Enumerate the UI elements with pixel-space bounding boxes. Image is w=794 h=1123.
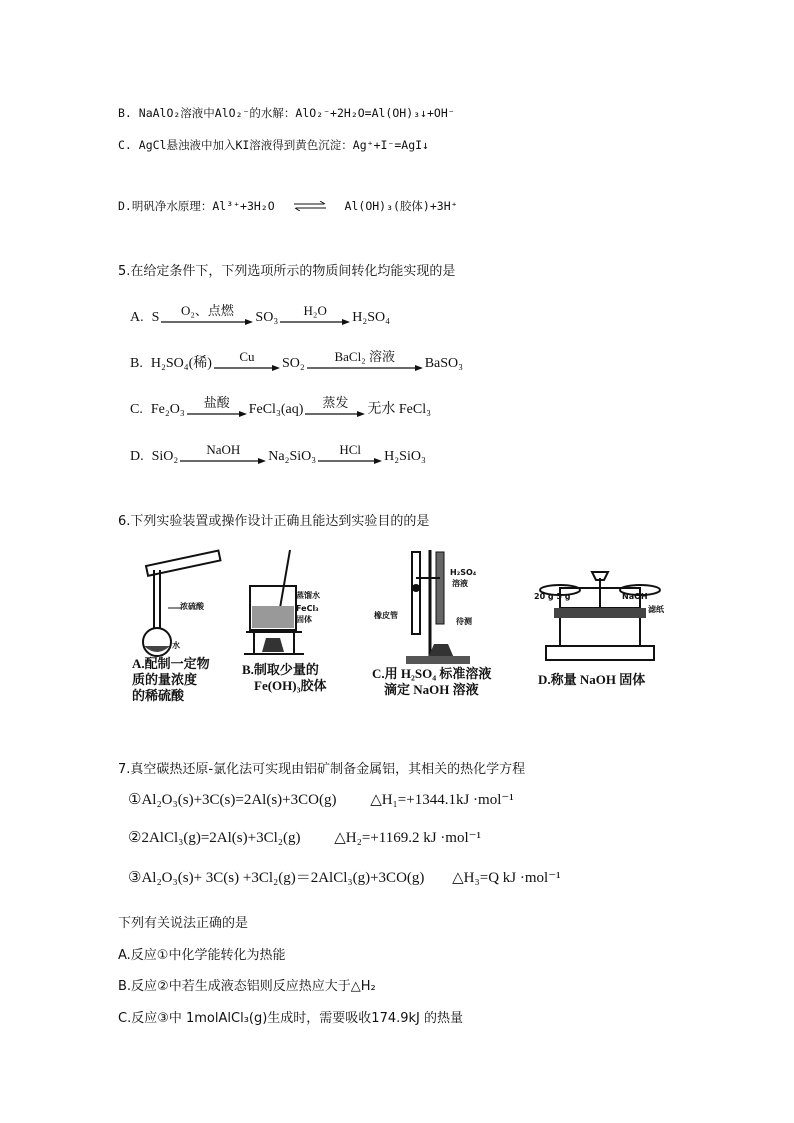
species: BaSO₃ — [424, 356, 464, 371]
caption-line: B.制取少量的 — [242, 662, 319, 677]
reaction-arrow — [214, 350, 280, 372]
caption-line: 滴定 NaOH 溶液 — [384, 682, 479, 697]
q5-option-c — [130, 396, 431, 418]
figure-a-volumetric-flask — [128, 548, 238, 708]
q4-option-d — [118, 198, 458, 214]
figure-c-tag-sample: 待测 — [456, 617, 472, 626]
option-label: A. — [130, 310, 144, 325]
arrow-condition: Cu — [239, 349, 255, 364]
species: S — [151, 310, 160, 325]
equation-3 — [128, 866, 561, 887]
equation-3-text: ③Al₂O₃(s)+ 3C(s) +3Cl₂(g)＝2AlCl₃(g)+3CO(g) — [128, 870, 425, 886]
q4-option-d-right: Al(OH)₃(胶体)+3H⁺ — [344, 199, 458, 213]
figure-a-caption — [132, 656, 210, 704]
option-label: C. — [130, 402, 143, 417]
species: H₂SO₄ — [352, 310, 390, 325]
reaction-arrow — [180, 443, 266, 465]
arrow-condition: HCl — [339, 442, 361, 457]
species: SO₃ — [255, 310, 279, 325]
beaker-burner-icon — [240, 548, 350, 658]
figure-b-tag-fecl3: FeCl₃ — [296, 604, 319, 613]
q7-stem: 7.真空碳热还原-氯化法可实现由铝矿制备金属铝，其相关的热化学方程 — [118, 762, 526, 777]
species: H₂SO₄(稀) — [150, 356, 212, 371]
species: SO₂ — [281, 356, 305, 371]
equation-1-text: ①Al₂O₃(s)+3C(s)=2Al(s)+3CO(g) — [128, 792, 337, 808]
reaction-arrow — [305, 396, 365, 418]
arrow-condition: 盐酸 — [203, 395, 230, 410]
figure-c-tag-solution: 溶液 — [452, 579, 468, 588]
q4-option-d-left: D.明矾净水原理：Al³⁺+3H₂O — [118, 199, 275, 213]
arrow-condition: O₂、点燃 — [180, 303, 234, 318]
arrow-condition: BaCl₂ 溶液 — [334, 349, 395, 364]
arrow-condition: H₂O — [303, 303, 327, 318]
figure-b-tag-water: 蒸馏水 — [296, 591, 320, 600]
q7-prompt: 下列有关说法正确的是 — [118, 916, 249, 931]
figure-d-caption: D.称量 NaOH 固体 — [538, 672, 646, 687]
figure-c-caption — [372, 666, 491, 698]
q4-option-c: C. AgCl悬浊液中加入KI溶液得到黄色沉淀：Ag⁺+I⁻=AgI↓ — [118, 138, 429, 152]
enthalpy-1: △H₁=+1344.1kJ ·mol⁻¹ — [370, 792, 514, 808]
arrow-condition: 蒸发 — [322, 395, 349, 410]
enthalpy-3: △H₃=Q kJ ·mol⁻¹ — [452, 870, 561, 886]
caption-line: A.配制一定物 — [132, 656, 210, 671]
reaction-arrow — [318, 443, 382, 465]
q5-option-b — [130, 350, 463, 372]
species: Na₂SiO₃ — [268, 449, 317, 464]
equilibrium-arrow-icon — [292, 200, 328, 214]
figure-d-balance — [530, 548, 670, 698]
caption-line: Fe(OH)₃胶体 — [254, 678, 327, 693]
figure-d-tag-filter-paper: 滤纸 — [648, 605, 664, 614]
reaction-arrow — [161, 304, 253, 326]
equation-2 — [128, 828, 481, 847]
reaction-arrow — [187, 396, 247, 418]
q7-option-b: B.反应②中若生成液态铝则反应热应大于△H₂ — [118, 979, 376, 994]
arrow-condition: NaOH — [206, 442, 241, 457]
figure-c-titration — [372, 548, 502, 718]
equation-1 — [128, 790, 514, 809]
q5-option-a — [130, 304, 390, 326]
species: FeCl₃(aq) — [248, 402, 304, 417]
caption-line: 的稀硫酸 — [132, 688, 185, 703]
q4-option-b: B. NaAlO₂溶液中AlO₂⁻的水解：AlO₂⁻+2H₂O=Al(OH)₃↓+OH⁻ — [118, 106, 455, 120]
q5-stem: 5.在给定条件下，下列选项所示的物质间转化均能实现的是 — [118, 264, 456, 279]
q5-option-d — [130, 443, 426, 465]
enthalpy-2: △H₂=+1169.2 kJ ·mol⁻¹ — [334, 830, 482, 846]
figure-d-tag-naoh: NaOH — [622, 592, 648, 601]
caption-line: C.用 H₂SO₄ 标准溶液 — [372, 666, 492, 681]
species: Fe₂O₃ — [150, 402, 185, 417]
caption-line: 质的量浓度 — [132, 672, 198, 687]
figure-c-tag-rubber-tube: 橡皮管 — [374, 611, 398, 620]
q7-option-c: C.反应③中 1molAlCl₃(g)生成时，需要吸收174.9kJ 的热量 — [118, 1011, 464, 1026]
species: H₂SiO₃ — [384, 449, 426, 464]
figure-a-tag-acid: 浓硫酸 — [180, 602, 204, 611]
reaction-arrow — [307, 350, 423, 372]
option-label: B. — [130, 356, 143, 371]
species: 无水 FeCl₃ — [367, 402, 431, 417]
species: SiO₂ — [151, 449, 179, 464]
figure-b-caption — [242, 662, 327, 694]
figure-a-tag-water: 水 — [172, 641, 180, 650]
option-label: D. — [130, 449, 144, 464]
figure-d-tag-weights: 20 g 5 g — [534, 592, 571, 601]
q7-option-a: A.反应①中化学能转化为热能 — [118, 948, 286, 963]
figure-b-tag-solid: 固体 — [296, 615, 312, 624]
figure-b-heating-beaker — [240, 548, 350, 708]
reaction-arrow — [280, 304, 350, 326]
figure-c-tag-acid: H₂SO₄ — [450, 568, 477, 577]
q6-stem: 6.下列实验装置或操作设计正确且能达到实验目的的是 — [118, 514, 430, 529]
burette-stand-icon — [372, 548, 502, 668]
equation-2-text: ②2AlCl₃(g)=2Al(s)+3Cl₂(g) — [128, 830, 301, 846]
